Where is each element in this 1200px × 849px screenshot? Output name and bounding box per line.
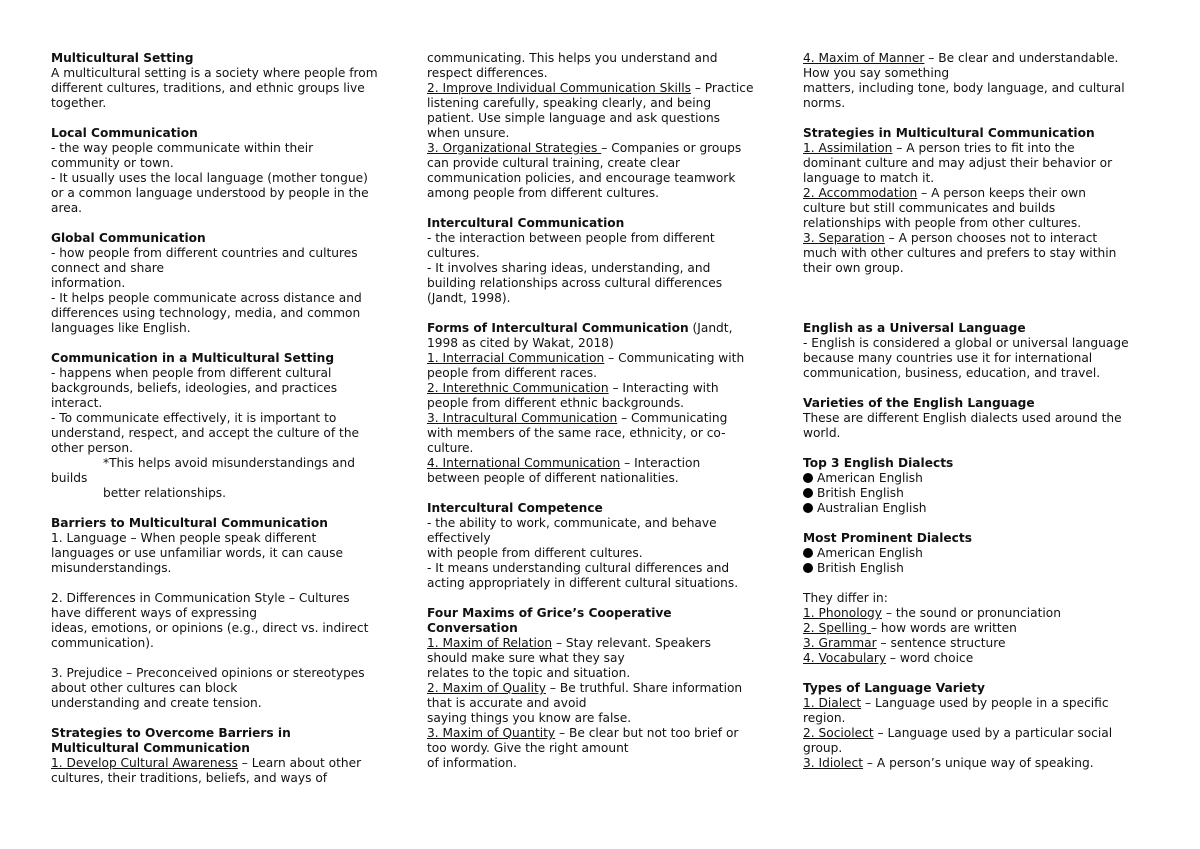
spacer (51, 711, 401, 726)
heading-text: Intercultural Competence (427, 501, 603, 515)
spacer (803, 111, 1153, 126)
text-line (51, 396, 401, 411)
heading-text: English as a Universal Language (803, 321, 1026, 335)
text-line (51, 426, 401, 441)
underlined-term: 1. Assimilation (803, 141, 893, 155)
underlined-term: 3. Idiolect (803, 756, 864, 770)
text-line (427, 141, 777, 156)
text-line (51, 441, 401, 456)
body-text: different cultures, traditions, and ethnic groups live (51, 81, 365, 95)
section-heading (803, 126, 1153, 141)
body-text: people from different ethnic backgrounds. (427, 396, 685, 410)
body-text: acting appropriately in different cultural situations. (427, 576, 739, 590)
body-text: culture. (427, 441, 474, 455)
text-line (803, 141, 1153, 156)
heading-text: Types of Language Variety (803, 681, 985, 695)
text-line (427, 711, 777, 726)
spacer (51, 336, 401, 351)
body-text: too wordy. Give the right amount (427, 741, 629, 755)
text-line (51, 366, 401, 381)
body-text: – Stay relevant. Speakers (552, 636, 711, 650)
text-line (427, 411, 777, 426)
text-line (427, 666, 777, 681)
text-line (427, 741, 777, 756)
underlined-term: 1. Maxim of Relation (427, 636, 553, 650)
underlined-term: 1. Interracial Communication (427, 351, 605, 365)
section-heading (427, 216, 777, 231)
section-heading (51, 231, 401, 246)
text-line (803, 591, 1153, 606)
spacer (803, 666, 1153, 681)
body-text: American English (817, 546, 923, 560)
text-line (803, 756, 1153, 771)
text-line (427, 81, 777, 96)
text-line (51, 171, 401, 186)
section-heading (803, 531, 1153, 546)
heading-text: Intercultural Communication (427, 216, 625, 230)
body-text: among people from different cultures. (427, 186, 659, 200)
underlined-term: 3. Separation (803, 231, 885, 245)
text-line (803, 636, 1153, 651)
spacer (51, 216, 401, 231)
text-line (51, 306, 401, 321)
body-text: interact. (51, 396, 103, 410)
section-heading (51, 516, 401, 531)
text-line (51, 276, 401, 291)
section-heading (427, 606, 777, 621)
underlined-term: 1. Develop Cultural Awareness (51, 756, 238, 770)
text-line (427, 531, 777, 546)
body-text: cultures. (427, 246, 480, 260)
body-text: – Be clear and understandable. (924, 51, 1119, 65)
body-text: norms. (803, 96, 846, 110)
body-text: – sentence structure (876, 636, 1006, 650)
heading-text: Local Communication (51, 126, 198, 140)
body-text: communication, business, education, and travel. (803, 366, 1101, 380)
text-line (51, 321, 401, 336)
section-heading (51, 741, 401, 756)
text-line (51, 186, 401, 201)
heading-text: Strategies to Overcome Barriers in (51, 726, 291, 740)
text-line (803, 231, 1153, 246)
text-line (51, 291, 401, 306)
text-line (427, 426, 777, 441)
body-text: – Interaction (620, 456, 701, 470)
text-line (803, 246, 1153, 261)
spacer (51, 651, 401, 666)
spacer (51, 576, 401, 591)
text-line (803, 186, 1153, 201)
body-text: community or town. (51, 156, 174, 170)
body-text: backgrounds, beliefs, ideologies, and practices (51, 381, 338, 395)
bullet-item (803, 501, 1153, 516)
bullet-icon (803, 548, 813, 558)
text-line (427, 261, 777, 276)
section-heading (51, 351, 401, 366)
body-text: listening carefully, speaking clearly, and being (427, 96, 712, 110)
body-text: – Language used by people in a specific (861, 696, 1109, 710)
text-line (51, 246, 401, 261)
body-text: builds (51, 471, 88, 485)
body-text: understand, respect, and accept the culture of the (51, 426, 360, 440)
body-text: *This helps avoid misunderstandings and (103, 456, 355, 470)
body-text: should make sure what they say (427, 651, 625, 665)
body-text: – the sound or pronunciation (882, 606, 1061, 620)
text-line (803, 711, 1153, 726)
text-line (803, 336, 1153, 351)
body-text: region. (803, 711, 846, 725)
heading-text: Multicultural Communication (51, 741, 250, 755)
underlined-term: 4. International Communication (427, 456, 621, 470)
text-line (427, 561, 777, 576)
bullet-item (803, 546, 1153, 561)
bullet-item (803, 486, 1153, 501)
underlined-term: 2. Spelling (803, 621, 871, 635)
text-line (51, 561, 401, 576)
text-line (803, 156, 1153, 171)
body-text: together. (51, 96, 107, 110)
body-text: 1998 as cited by Wakat, 2018) (427, 336, 614, 350)
body-text: building relationships across cultural differences (427, 276, 723, 290)
underlined-term: 4. Maxim of Manner (803, 51, 925, 65)
underlined-term: 2. Maxim of Quality (427, 681, 547, 695)
text-line (51, 411, 401, 426)
text-line (51, 621, 401, 636)
body-text: respect differences. (427, 66, 548, 80)
text-line (427, 156, 777, 171)
text-line (803, 651, 1153, 666)
body-text: between people of different nationalities. (427, 471, 679, 485)
section-heading (803, 456, 1153, 471)
text-line (51, 471, 401, 486)
body-text: saying things you know are false. (427, 711, 632, 725)
text-line (803, 261, 1153, 276)
body-text: - the interaction between people from different (427, 231, 715, 245)
body-text: world. (803, 426, 841, 440)
body-text: have different ways of expressing (51, 606, 257, 620)
underlined-term: 4. Vocabulary (803, 651, 887, 665)
body-text: that is accurate and avoid (427, 696, 587, 710)
bullet-icon (803, 503, 813, 513)
body-text: - the ability to work, communicate, and behave (427, 516, 717, 530)
text-line (51, 771, 401, 786)
heading-text: Varieties of the English Language (803, 396, 1035, 410)
text-line (803, 411, 1153, 426)
text-line (427, 231, 777, 246)
underlined-term: 3. Intracultural Communication (427, 411, 618, 425)
text-line (51, 756, 401, 771)
text-line (51, 531, 401, 546)
text-line (51, 66, 401, 81)
body-text: culture but still communicates and builds (803, 201, 1056, 215)
body-text: languages or use unfamiliar words, it can cause (51, 546, 343, 560)
body-text: They differ in: (803, 591, 888, 605)
text-line (51, 261, 401, 276)
underlined-term: 2. Sociolect (803, 726, 874, 740)
body-text: communicating. This helps you understand and (427, 51, 718, 65)
body-text: languages like English. (51, 321, 191, 335)
text-line (427, 171, 777, 186)
text-line (51, 666, 401, 681)
body-text: other person. (51, 441, 133, 455)
text-line (51, 681, 401, 696)
text-line (803, 606, 1153, 621)
text-line (51, 201, 401, 216)
text-line (51, 486, 401, 501)
heading-text: Communication in a Multicultural Setting (51, 351, 335, 365)
body-text: - the way people communicate within their (51, 141, 314, 155)
heading-text: Top 3 English Dialects (803, 456, 954, 470)
text-line (803, 171, 1153, 186)
text-line (427, 51, 777, 66)
text-line (427, 336, 777, 351)
body-text: 2. Differences in Communication Style – Cultures (51, 591, 350, 605)
text-line (51, 96, 401, 111)
body-text: or a common language understood by people in the (51, 186, 369, 200)
body-text: A multicultural setting is a society where people from (51, 66, 378, 80)
body-text: – Learn about other (237, 756, 362, 770)
bullet-icon (803, 473, 813, 483)
text-line (427, 516, 777, 531)
underlined-term: 3. Maxim of Quantity (427, 726, 556, 740)
text-line (427, 246, 777, 261)
body-text: better relationships. (103, 486, 227, 500)
body-text: – Communicating (617, 411, 728, 425)
underlined-term: 3. Grammar (803, 636, 877, 650)
spacer (803, 276, 1153, 321)
text-line (427, 576, 777, 591)
text-line (427, 96, 777, 111)
body-text: (Jandt, (688, 321, 733, 335)
text-line (803, 201, 1153, 216)
text-line (51, 81, 401, 96)
spacer (427, 591, 777, 606)
body-text: matters, including tone, body language, and cultural (803, 81, 1125, 95)
section-heading (803, 396, 1153, 411)
text-line (51, 606, 401, 621)
text-line (427, 366, 777, 381)
column-2 (427, 51, 777, 771)
body-text: - English is considered a global or universal language (803, 336, 1129, 350)
body-text: British English (817, 486, 904, 500)
body-text: - It means understanding cultural differences and (427, 561, 730, 575)
spacer (427, 201, 777, 216)
body-text: people from different races. (427, 366, 597, 380)
body-text: – A person keeps their own (917, 186, 1086, 200)
section-heading (51, 51, 401, 66)
text-line (803, 51, 1153, 66)
text-line (803, 426, 1153, 441)
text-line (427, 321, 777, 336)
body-text: – Be clear but not too brief or (555, 726, 739, 740)
body-text: - It usually uses the local language (mother tongue) (51, 171, 368, 185)
section-heading (51, 726, 401, 741)
text-line (427, 351, 777, 366)
text-line (427, 456, 777, 471)
body-text: - To communicate effectively, it is important to (51, 411, 337, 425)
body-text: relates to the topic and situation. (427, 666, 631, 680)
body-text: patient. Use simple language and ask questions (427, 111, 721, 125)
body-text: Australian English (817, 501, 927, 515)
body-text: misunderstandings. (51, 561, 172, 575)
text-line (51, 456, 401, 471)
text-line (51, 696, 401, 711)
text-line (51, 141, 401, 156)
spacer (803, 576, 1153, 591)
text-line (803, 741, 1153, 756)
text-line (803, 351, 1153, 366)
body-text: – Practice (690, 81, 754, 95)
bullet-item (803, 471, 1153, 486)
body-text: 3. Prejudice – Preconceived opinions or stereotypes (51, 666, 365, 680)
body-text: – A person tries to fit into the (892, 141, 1075, 155)
text-line (803, 621, 1153, 636)
underlined-term: 1. Dialect (803, 696, 862, 710)
text-line (427, 126, 777, 141)
body-text: cultures, their traditions, beliefs, and ways of (51, 771, 328, 785)
text-line (427, 186, 777, 201)
heading-text: Conversation (427, 621, 518, 635)
column-3 (803, 51, 1153, 771)
bullet-icon (803, 563, 813, 573)
text-line (427, 471, 777, 486)
section-heading (427, 621, 777, 636)
bullet-icon (803, 488, 813, 498)
text-line (803, 81, 1153, 96)
spacer (803, 381, 1153, 396)
body-text: – Interacting with (608, 381, 719, 395)
body-text: 1. Language – When people speak different (51, 531, 317, 545)
body-text: effectively (427, 531, 491, 545)
underlined-term: 2. Interethnic Communication (427, 381, 609, 395)
body-text: These are different English dialects used around the (803, 411, 1122, 425)
text-line (803, 96, 1153, 111)
text-line (427, 441, 777, 456)
body-text: – how words are written (870, 621, 1017, 635)
text-line (803, 696, 1153, 711)
body-text: of information. (427, 756, 517, 770)
body-text: - how people from different countries and cultures (51, 246, 358, 260)
underlined-term: 2. Improve Individual Communication Skills (427, 81, 691, 95)
heading-text: Forms of Intercultural Communication (427, 321, 689, 335)
body-text: communication). (51, 636, 154, 650)
column-1 (51, 51, 401, 786)
text-line (427, 66, 777, 81)
body-text: information. (51, 276, 126, 290)
spacer (427, 486, 777, 501)
text-line (427, 696, 777, 711)
text-line (803, 66, 1153, 81)
body-text: with members of the same race, ethnicity, or co- (427, 426, 726, 440)
text-line (427, 651, 777, 666)
text-line (51, 591, 401, 606)
body-text: (Jandt, 1998). (427, 291, 511, 305)
spacer (51, 111, 401, 126)
body-text: – Companies or groups (601, 141, 742, 155)
spacer (803, 441, 1153, 456)
body-text: – A person’s unique way of speaking. (863, 756, 1094, 770)
body-text: can provide cultural training, create clear (427, 156, 681, 170)
body-text: understanding and create tension. (51, 696, 262, 710)
body-text: about other cultures can block (51, 681, 238, 695)
heading-text: Four Maxims of Grice’s Cooperative (427, 606, 672, 620)
text-line (427, 546, 777, 561)
heading-text: Strategies in Multicultural Communication (803, 126, 1095, 140)
body-text: when unsure. (427, 126, 510, 140)
section-heading (803, 681, 1153, 696)
text-line (427, 756, 777, 771)
text-line (427, 636, 777, 651)
text-line (427, 111, 777, 126)
section-heading (803, 321, 1153, 336)
body-text: communication policies, and encourage teamwork (427, 171, 736, 185)
text-line (427, 681, 777, 696)
body-text: - It involves sharing ideas, understanding, and (427, 261, 711, 275)
text-line (427, 276, 777, 291)
text-line (51, 156, 401, 171)
spacer (803, 516, 1153, 531)
spacer (427, 306, 777, 321)
underlined-term: 3. Organizational Strategies (427, 141, 602, 155)
body-text: because many countries use it for international (803, 351, 1093, 365)
body-text: – Be truthful. Share information (546, 681, 743, 695)
text-line (427, 381, 777, 396)
body-text: dominant culture and may adjust their behavior or (803, 156, 1113, 170)
text-line (803, 366, 1153, 381)
body-text: group. (803, 741, 843, 755)
heading-text: Barriers to Multicultural Communication (51, 516, 328, 530)
underlined-term: 1. Phonology (803, 606, 883, 620)
body-text: connect and share (51, 261, 165, 275)
body-text: with people from different cultures. (427, 546, 643, 560)
underlined-term: 2. Accommodation (803, 186, 918, 200)
text-line (427, 291, 777, 306)
spacer (51, 501, 401, 516)
text-line (803, 216, 1153, 231)
text-line (427, 726, 777, 741)
body-text: relationships with people from other cultures. (803, 216, 1082, 230)
body-text: language to match it. (803, 171, 935, 185)
text-line (803, 726, 1153, 741)
body-text: How you say something (803, 66, 950, 80)
section-heading (427, 501, 777, 516)
body-text: American English (817, 471, 923, 485)
body-text: - happens when people from different cultural (51, 366, 332, 380)
body-text: differences using technology, media, and common (51, 306, 361, 320)
body-text: - It helps people communicate across distance and (51, 291, 362, 305)
heading-text: Global Communication (51, 231, 206, 245)
text-line (51, 546, 401, 561)
body-text: British English (817, 561, 904, 575)
text-line (427, 396, 777, 411)
body-text: – Communicating with (604, 351, 745, 365)
body-text: – A person chooses not to interact (884, 231, 1098, 245)
heading-text: Multicultural Setting (51, 51, 194, 65)
bullet-item (803, 561, 1153, 576)
body-text: – word choice (886, 651, 974, 665)
text-line (51, 636, 401, 651)
body-text: their own group. (803, 261, 904, 275)
heading-text: Most Prominent Dialects (803, 531, 972, 545)
body-text: much with other cultures and prefers to stay within (803, 246, 1117, 260)
section-heading (51, 126, 401, 141)
text-line (51, 381, 401, 396)
body-text: ideas, emotions, or opinions (e.g., direct vs. indirect (51, 621, 369, 635)
body-text: – Language used by a particular social (873, 726, 1113, 740)
body-text: area. (51, 201, 83, 215)
